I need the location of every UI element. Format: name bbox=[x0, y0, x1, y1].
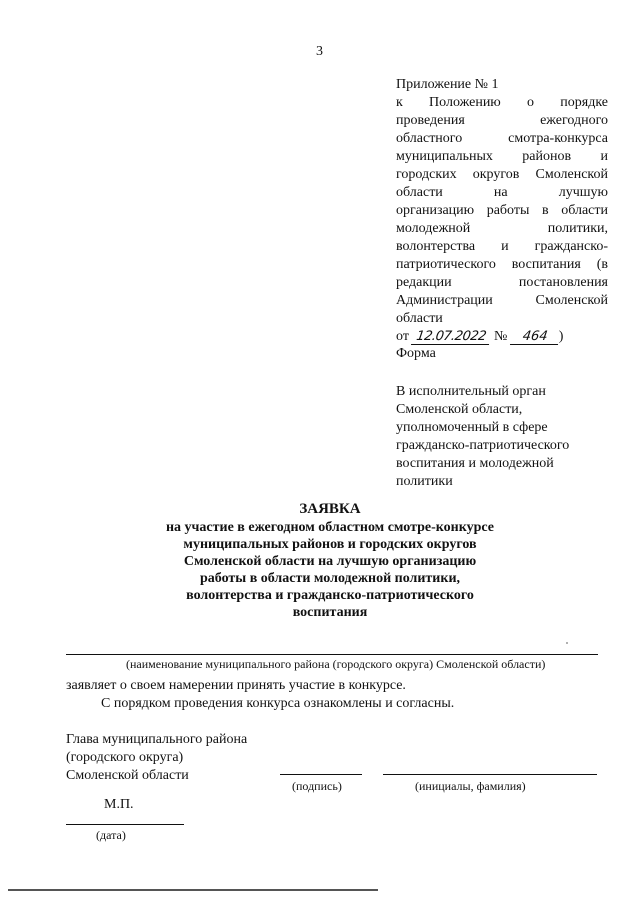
appendix-line: волонтерства и гражданско- bbox=[396, 239, 608, 254]
appendix-line: областного смотра-конкурса bbox=[396, 131, 608, 146]
stamp-label: М.П. bbox=[104, 797, 134, 812]
application-heading bbox=[120, 501, 540, 621]
page-number: 3 bbox=[316, 44, 323, 59]
signatory-line: (городского округа) bbox=[66, 750, 184, 765]
closing-paren: ) bbox=[558, 329, 564, 344]
appendix-date-line bbox=[396, 328, 608, 346]
appendix-line: городских округов Смоленской bbox=[396, 167, 608, 182]
municipality-fill-line bbox=[66, 654, 598, 655]
appendix-title: Приложение № 1 bbox=[396, 77, 499, 92]
appendix-line: молодежной политики, bbox=[396, 221, 608, 236]
signature-caption: (подпись) bbox=[292, 779, 342, 793]
form-label: Форма bbox=[396, 346, 436, 361]
appendix-line: области bbox=[396, 311, 443, 326]
municipality-caption: (наименование муниципального района (городского округа) Смоленской области) bbox=[126, 657, 546, 671]
recipient-line: политики bbox=[396, 474, 453, 489]
scan-dot bbox=[566, 642, 568, 644]
recipient-line: гражданско-патриотического bbox=[396, 438, 570, 453]
declares-text: заявляет о своем намерении принять участие в конкурсе. bbox=[66, 678, 406, 693]
date-caption: (дата) bbox=[96, 828, 126, 842]
heading-title: ЗАЯВКА bbox=[299, 501, 361, 517]
recipient-line: уполномоченный в сфере bbox=[396, 420, 548, 435]
appendix-line: проведения ежегодного bbox=[396, 113, 608, 128]
appendix-line: организацию работы в области bbox=[396, 203, 608, 218]
appendix-block bbox=[396, 76, 608, 346]
date-prefix: от bbox=[396, 329, 409, 344]
appendix-line: редакции постановления bbox=[396, 275, 608, 290]
heading-line: Смоленской области на лучшую организацию bbox=[183, 554, 477, 569]
signature-fill-line bbox=[280, 774, 362, 775]
appendix-line: муниципальных районов и bbox=[396, 149, 608, 164]
appendix-line: Администрации Смоленской bbox=[396, 293, 608, 308]
recipient-line: воспитания и молодежной bbox=[396, 456, 554, 471]
date-fill-line bbox=[66, 824, 184, 825]
recipient-block bbox=[396, 383, 608, 491]
heading-line: волонтерства и гражданско-патриотического bbox=[186, 588, 474, 603]
name-fill-line bbox=[383, 774, 597, 775]
appendix-line: к Положению о порядке bbox=[396, 95, 608, 110]
heading-line: на участие в ежегодном областном смотре-конкурсе bbox=[165, 520, 495, 535]
recipient-line: В исполнительный орган bbox=[396, 384, 546, 399]
number-prefix: № bbox=[493, 329, 508, 344]
procedure-text: С порядком проведения конкурса ознакомлены и согласны. bbox=[101, 696, 455, 711]
handwritten-number: 464 bbox=[510, 330, 560, 345]
signature-block bbox=[66, 731, 247, 785]
appendix-line: патриотического воспитания (в bbox=[396, 257, 608, 272]
appendix-line: области на лучшую bbox=[396, 185, 608, 200]
name-caption: (инициалы, фамилия) bbox=[415, 779, 526, 793]
recipient-line: Смоленской области, bbox=[396, 402, 523, 417]
signatory-line: Глава муниципального района bbox=[66, 732, 248, 747]
heading-line: работы в области молодежной политики, bbox=[199, 571, 461, 586]
heading-line: воспитания bbox=[292, 605, 368, 620]
handwritten-date: 12.07.2022 bbox=[411, 330, 491, 345]
scan-edge-line bbox=[8, 889, 378, 891]
heading-line: муниципальных районов и городских округов bbox=[183, 537, 477, 552]
signatory-line: Смоленской области bbox=[66, 768, 189, 783]
